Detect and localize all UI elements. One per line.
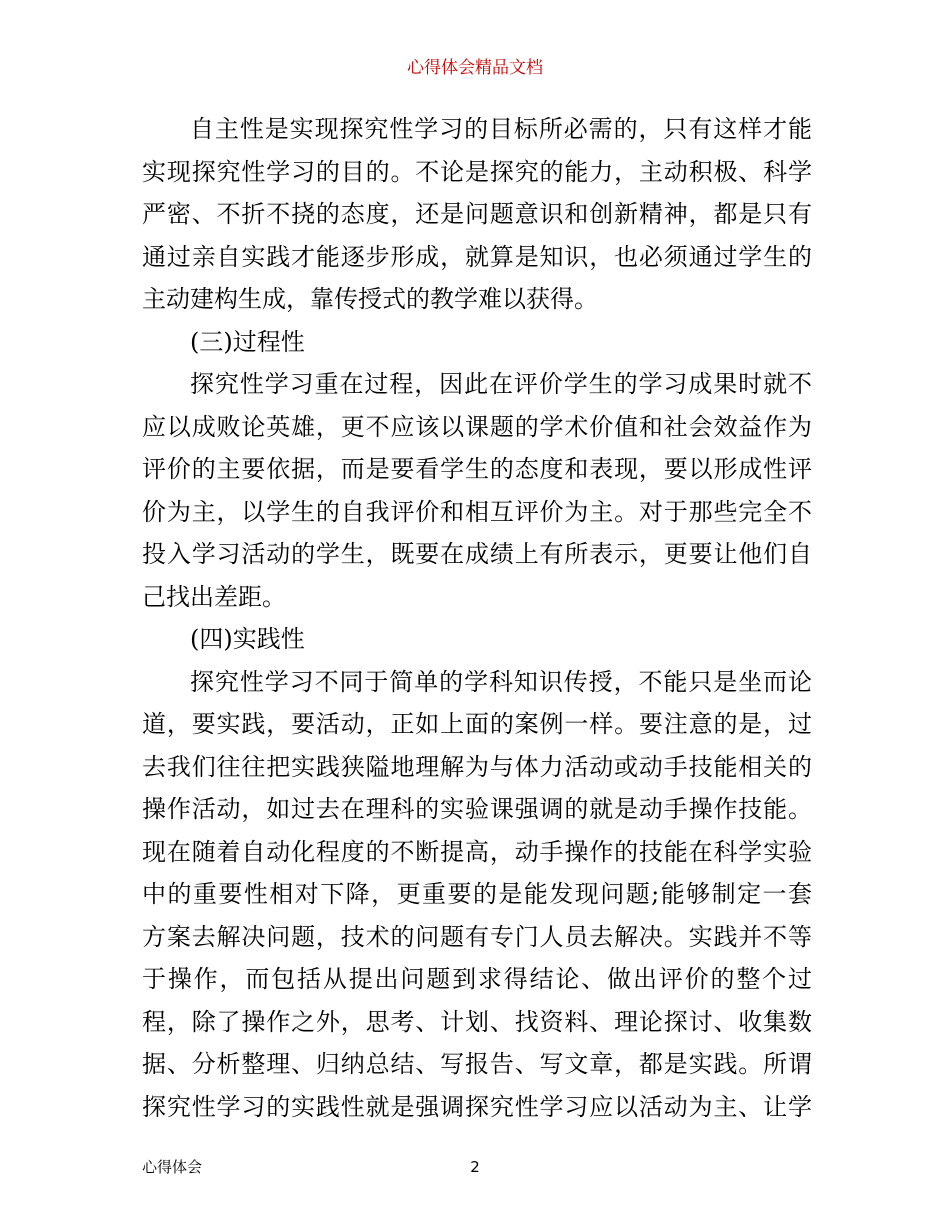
paragraph-line: 程，除了操作之外，思考、计划、找资料、理论探讨、收集数: [142, 1007, 812, 1036]
section-heading: (三)过程性: [190, 327, 305, 356]
paragraph-line: 严密、不折不挠的态度，还是问题意识和创新精神，都是只有: [142, 200, 812, 228]
paragraph-line: 己找出差距。: [142, 582, 286, 611]
page-number: 2: [470, 1158, 480, 1176]
paragraph-line: 中的重要性相对下降，更重要的是能发现问题;能够制定一套: [142, 880, 812, 908]
section-heading: (四)实践性: [190, 625, 305, 653]
paragraph-line: 投入学习活动的学生，既要在成绩上有所表示，更要让他们自: [142, 540, 812, 568]
paragraph-line: 操作活动，如过去在理科的实验课强调的就是动手操作技能。: [142, 795, 812, 823]
paragraph-line: 自主性是实现探究性学习的目标所必需的，只有这样才能: [190, 115, 812, 143]
paragraph-line: 评价的主要依据，而是要看学生的态度和表现，要以形成性评: [142, 455, 812, 483]
footer-label: 心得体会: [142, 1158, 203, 1176]
document-body: [142, 108, 812, 1128]
paragraph-line: 于操作，而包括从提出问题到求得结论、做出评价的整个过: [142, 965, 812, 993]
paragraph-line: 通过亲自实践才能逐步形成，就算是知识，也必须通过学生的: [142, 242, 812, 271]
paragraph-line: 价为主，以学生的自我评价和相互评价为主。对于那些完全不: [142, 497, 812, 526]
paragraph-line: 应以成败论英雄，更不应该以课题的学术价值和社会效益作为: [142, 412, 812, 441]
paragraph-line: 主动建构生成，靠传授式的教学难以获得。: [142, 285, 598, 313]
paragraph-line: 探究性学习不同于简单的学科知识传授，不能只是坐而论: [190, 667, 812, 696]
document-header-title: 心得体会精品文档: [407, 58, 543, 78]
paragraph-line: 据、分析整理、归纳总结、写报告、写文章，都是实践。所谓: [142, 1050, 812, 1078]
paragraph-line: 去我们往往把实践狭隘地理解为与体力活动或动手技能相关的: [142, 752, 812, 781]
paragraph-line: 实现探究性学习的目的。不论是探究的能力，主动积极、科学: [142, 157, 812, 186]
paragraph-line: 方案去解决问题，技术的问题有专门人员去解决。实践并不等: [142, 922, 812, 951]
paragraph-line: 现在随着自动化程度的不断提高，动手操作的技能在科学实验: [142, 837, 812, 866]
paragraph-line: 道，要实践，要活动，正如上面的案例一样。要注意的是，过: [142, 710, 812, 738]
paragraph-line: 探究性学习的实践性就是强调探究性学习应以活动为主、让学: [142, 1092, 812, 1121]
paragraph-line: 探究性学习重在过程，因此在评价学生的学习成果时就不: [190, 370, 812, 398]
